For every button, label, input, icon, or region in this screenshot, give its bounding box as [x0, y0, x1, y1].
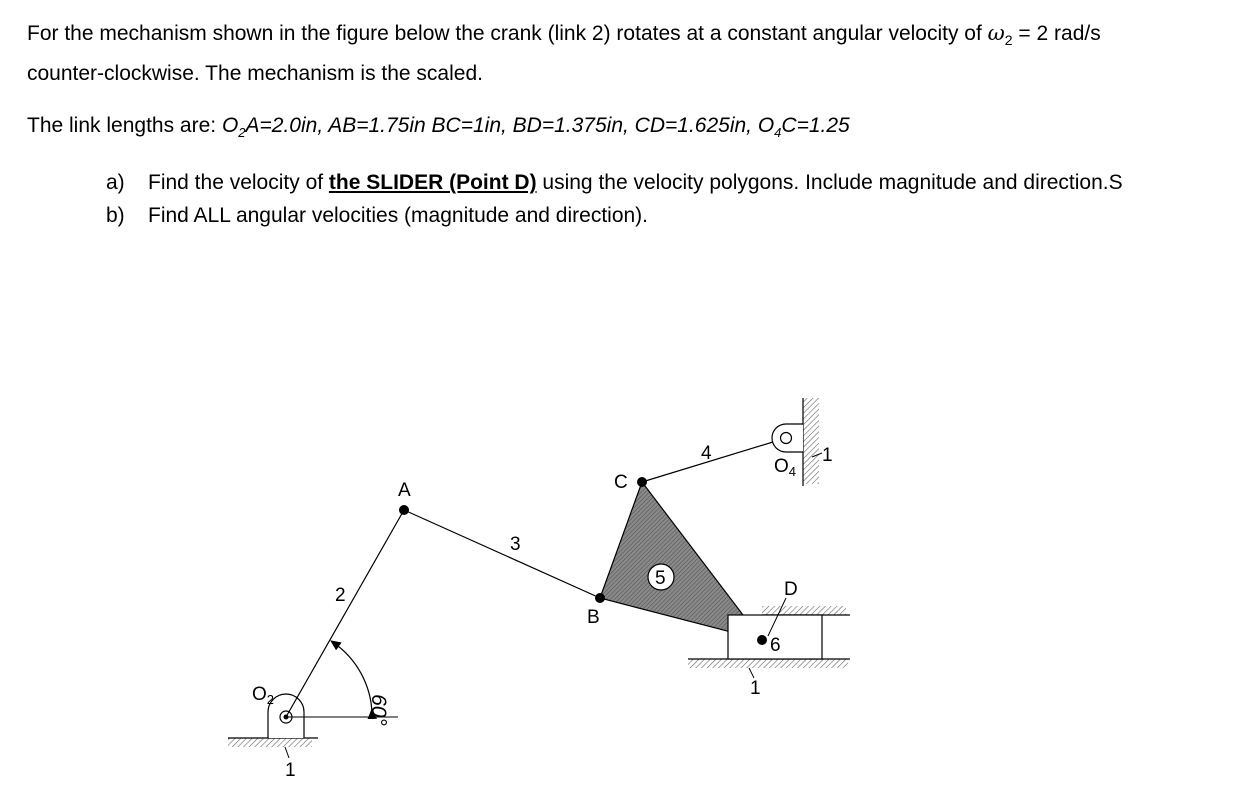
leader-ground-slider — [749, 668, 754, 678]
joint-d — [757, 635, 767, 645]
label-o4 — [774, 456, 796, 479]
label-d: D — [784, 579, 798, 600]
label-o4-sub: 4 — [788, 464, 797, 479]
link-lengths-prefix: The link lengths are: — [27, 114, 222, 137]
label-c: C — [614, 472, 628, 493]
angle-arc — [334, 643, 372, 713]
label-ground-left: 1 — [285, 760, 296, 781]
task-a-post: using the velocity polygons. Include magnitude and direction.S — [536, 171, 1123, 194]
label-o2-sub: 2 — [266, 692, 275, 707]
label-b: B — [587, 607, 600, 628]
task-a-pre: Find the velocity of — [148, 171, 329, 194]
task-a-label: a) — [106, 171, 125, 194]
task-b-label: b) — [106, 204, 125, 227]
link-o4-sub: 4 — [774, 125, 782, 141]
label-link-3: 3 — [510, 534, 521, 555]
intro-text-2: counter-clockwise. The mechanism is the scaled. — [27, 62, 483, 86]
slider-guide-lower-hatch — [688, 659, 848, 668]
task-a-emphasis: the SLIDER (Point D) — [328, 171, 537, 194]
omega-symbol: ω — [987, 21, 1005, 45]
ground-hatch-left — [228, 738, 312, 747]
link-4 — [642, 438, 786, 482]
joint-b — [595, 593, 605, 603]
label-o2 — [252, 684, 274, 707]
label-ground-slider: 1 — [750, 678, 761, 699]
label-angle: 60° — [367, 694, 390, 726]
task-b-text: Find ALL angular velocities (magnitude and direction). — [148, 204, 649, 227]
label-o4-main: O — [774, 456, 789, 477]
slider-guide-upper-hatch — [762, 606, 846, 615]
joint-c — [637, 477, 647, 487]
label-link-4: 4 — [701, 443, 712, 464]
label-link-5: 5 — [655, 568, 666, 589]
intro-text-1: For the mechanism shown in the figure below the crank (link 2) rotates at a constant angular velocity of — [27, 22, 982, 45]
label-link-6: 6 — [770, 635, 781, 656]
link-o2: O — [221, 114, 239, 137]
link-o4c: C=1.25 — [781, 114, 850, 137]
label-o2-main: O — [252, 684, 267, 705]
link-3 — [404, 510, 600, 598]
label-a: A — [398, 480, 411, 501]
omega-subscript: 2 — [1004, 32, 1013, 49]
link-o2-sub: 2 — [238, 125, 246, 141]
label-link-2: 2 — [335, 585, 346, 606]
leader-ground-left — [285, 747, 289, 758]
link-2 — [286, 510, 404, 717]
label-ground-right: 1 — [822, 445, 833, 466]
pivot-o4-pin — [781, 433, 792, 444]
link-values: A=2.0in, AB=1.75in BC=1in, BD=1.375in, CD=1.625in, O — [245, 114, 775, 137]
ground-hatch-right — [803, 398, 819, 484]
joint-a — [399, 505, 409, 515]
omega-value: = 2 rad/s — [1012, 22, 1101, 45]
